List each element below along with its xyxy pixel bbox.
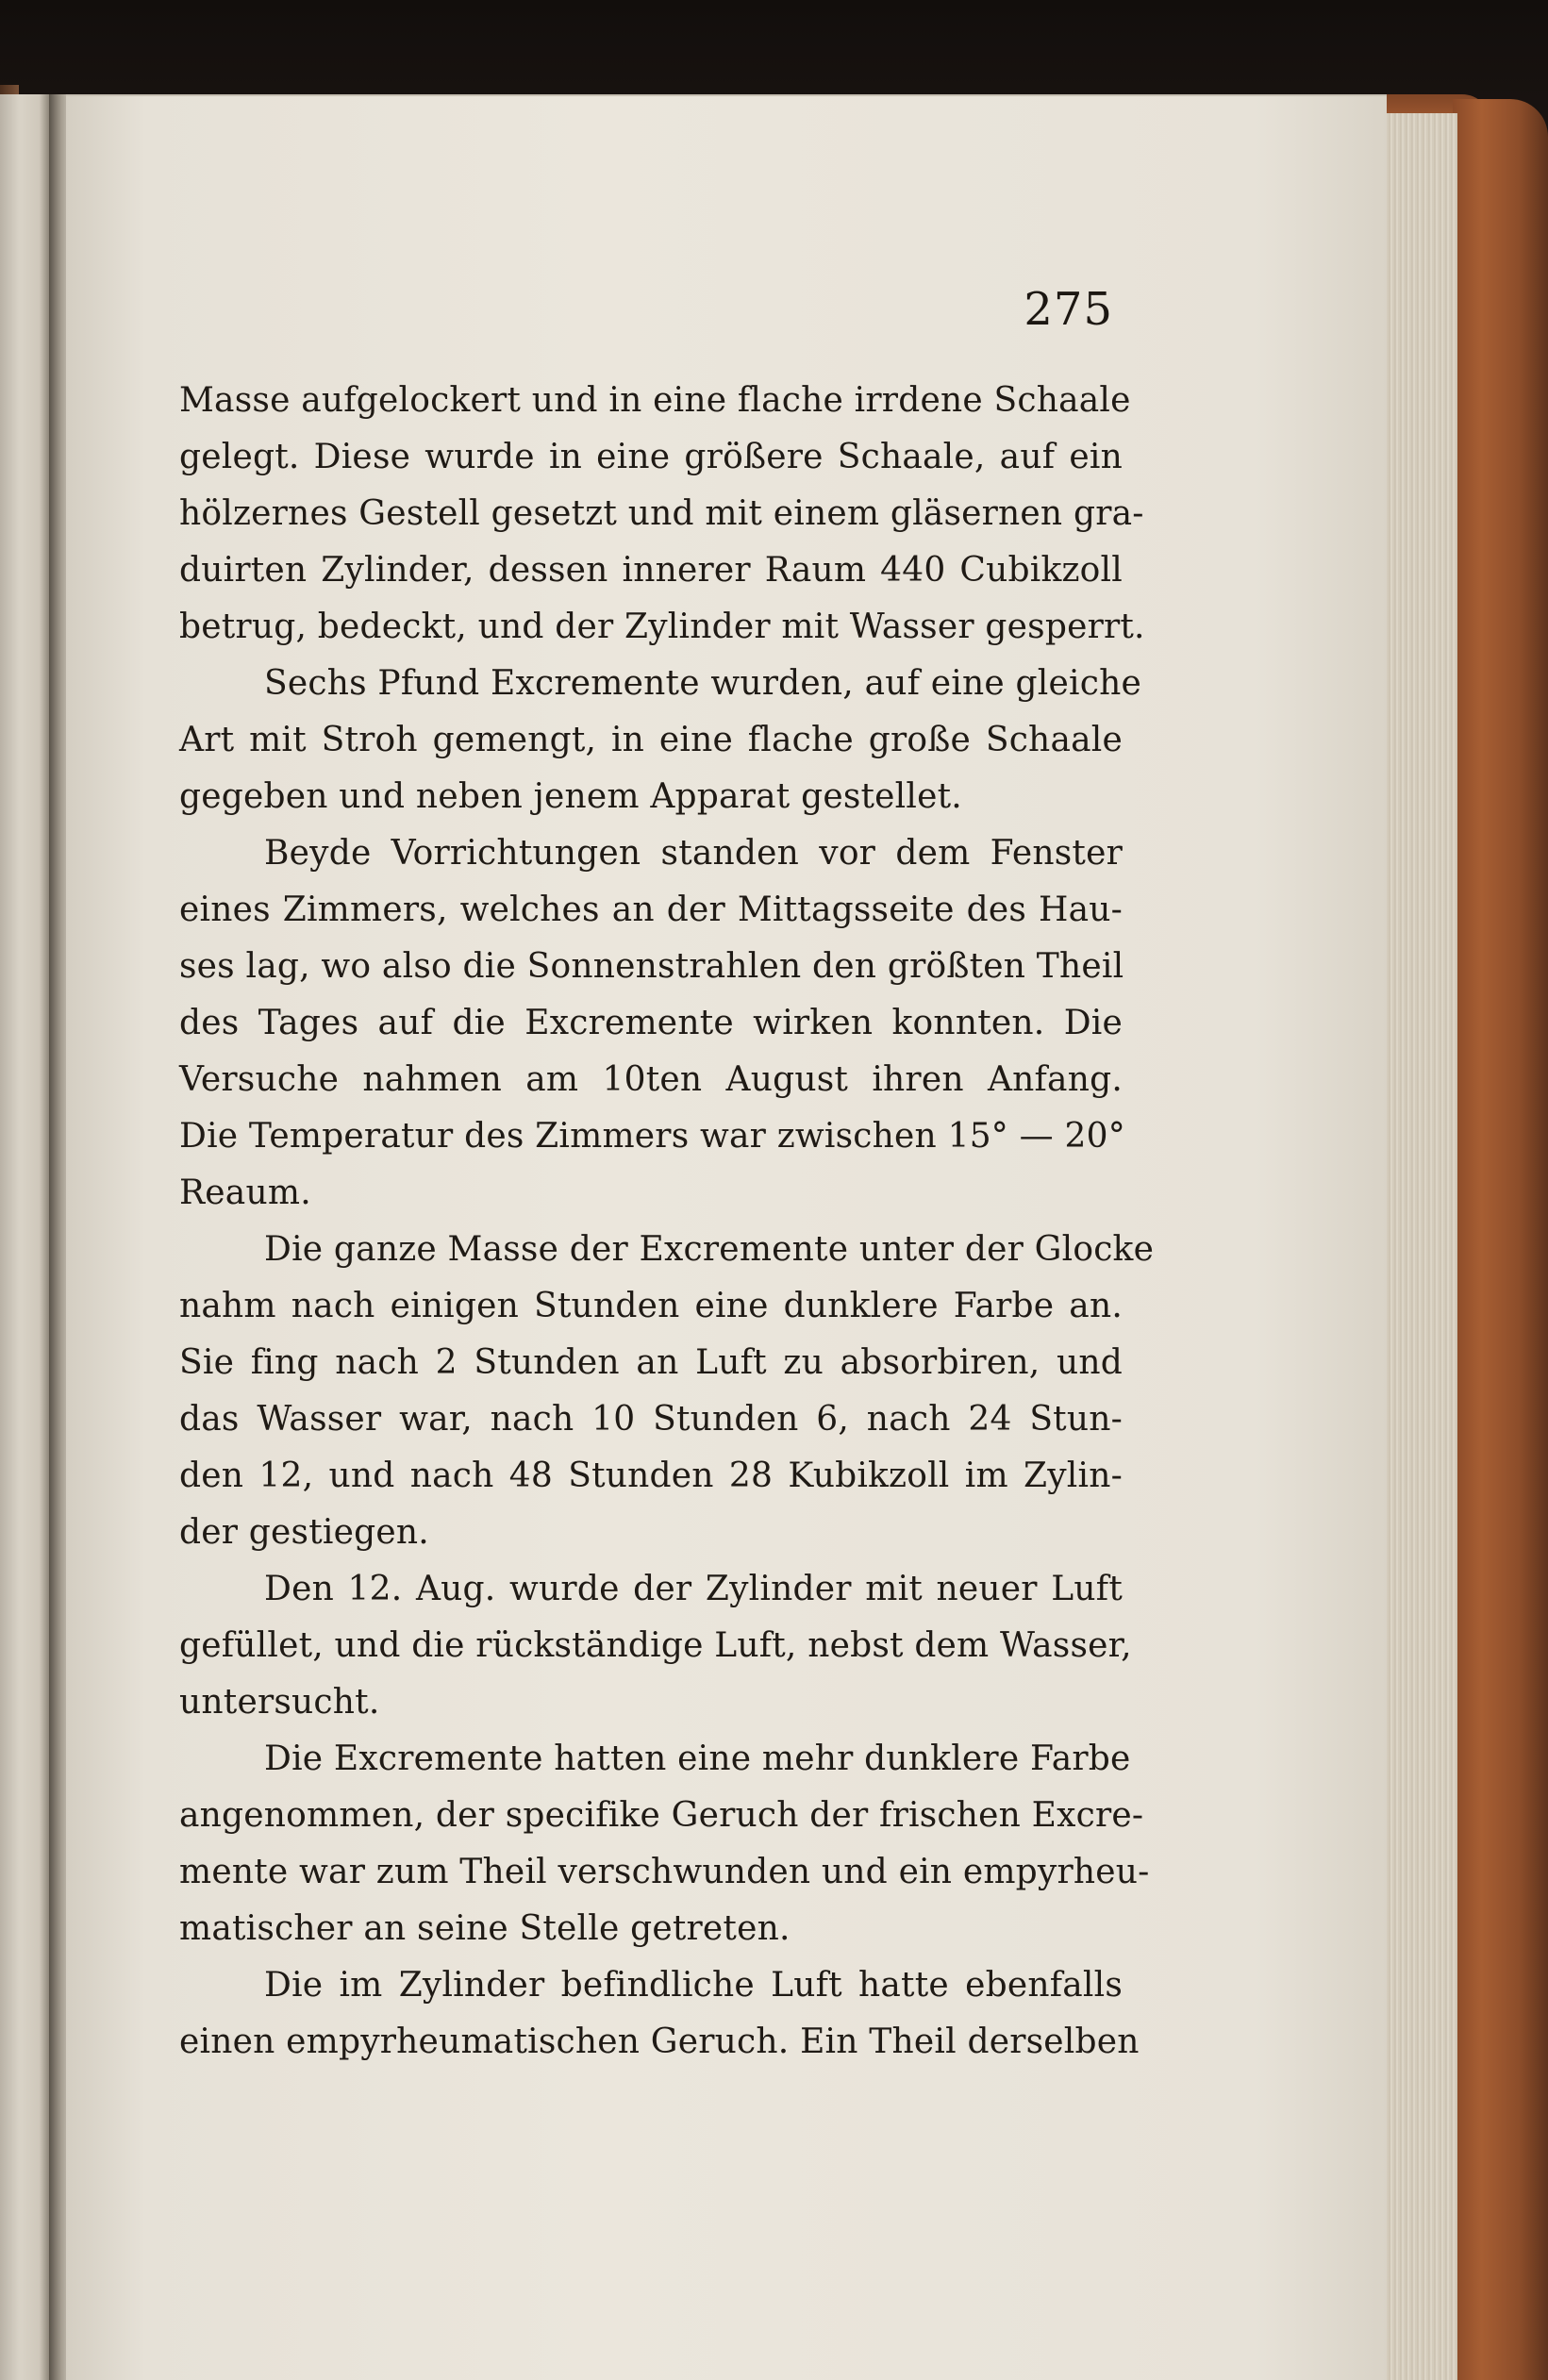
text-line: hölzernes Gestell gesetzt und mit einem gläsernen gra-: [179, 494, 1144, 533]
text-line: Sie fing nach 2 Stunden an Luft zu absorbiren, und: [179, 1343, 1123, 1382]
text-line: das Wasser war, nach 10 Stunden 6, nach 24 Stun-: [179, 1400, 1123, 1439]
text-line: Den 12. Aug. wurde der Zylinder mit neuer Luft: [264, 1570, 1123, 1608]
page-number: 275: [1024, 283, 1113, 336]
text-line: den 12, und nach 48 Stunden 28 Kubikzoll im Zylin-: [179, 1456, 1123, 1495]
text-line: Masse aufgelockert und in eine flache irrdene Schaale: [179, 381, 1131, 420]
text-line: nahm nach einigen Stunden eine dunklere Farbe an.: [179, 1287, 1123, 1325]
text-line: eines Zimmers, welches an der Mittagsseite des Hau-: [179, 890, 1123, 929]
text-line: des Tages auf die Excremente wirken konnten. Die: [179, 1004, 1123, 1042]
text-line: ses lag, wo also die Sonnenstrahlen den größten Theil: [179, 947, 1124, 986]
page-fore-edge: [1382, 113, 1457, 2380]
text-line: angenommen, der specifike Geruch der frischen Excre-: [179, 1796, 1144, 1835]
text-line: gegeben und neben jenem Apparat gestellet.: [179, 777, 962, 816]
text-line: betrug, bedeckt, und der Zylinder mit Wasser gesperrt.: [179, 607, 1145, 646]
text-line: mente war zum Theil verschwunden und ein empyrheu-: [179, 1853, 1150, 1891]
body-text: [179, 373, 1155, 2071]
text-line: Reaum.: [179, 1173, 311, 1212]
text-line: Die Excremente hatten eine mehr dunklere Farbe: [264, 1739, 1131, 1778]
text-line: Art mit Stroh gemengt, in eine flache große Schaale: [179, 721, 1123, 759]
text-line: gefüllet, und die rückständige Luft, nebst dem Wasser,: [179, 1626, 1132, 1665]
text-line: einen empyrheumatischen Geruch. Ein Theil derselben: [179, 2022, 1140, 2061]
text-line: Die Temperatur des Zimmers war zwischen 15° — 20°: [179, 1117, 1125, 1156]
left-facing-page: [0, 94, 49, 2380]
text-line: der gestiegen.: [179, 1513, 429, 1552]
text-line: untersucht.: [179, 1683, 380, 1722]
text-line: Beyde Vorrichtungen standen vor dem Fenster: [264, 834, 1123, 873]
text-line: Die ganze Masse der Excremente unter der Glocke: [264, 1230, 1155, 1269]
text-line: duirten Zylinder, dessen innerer Raum 440 Cubikzoll: [179, 551, 1123, 590]
text-line: Versuche nahmen am 10ten August ihren Anfang.: [179, 1060, 1123, 1099]
right-book-cover: [1453, 99, 1548, 2380]
text-line: Sechs Pfund Excremente wurden, auf eine gleiche: [264, 664, 1141, 703]
text-line: gelegt. Diese wurde in eine größere Schaale, auf ein: [179, 438, 1123, 476]
text-line: Die im Zylinder befindliche Luft hatte ebenfalls: [264, 1966, 1123, 2005]
text-line: matischer an seine Stelle getreten.: [179, 1909, 791, 1948]
